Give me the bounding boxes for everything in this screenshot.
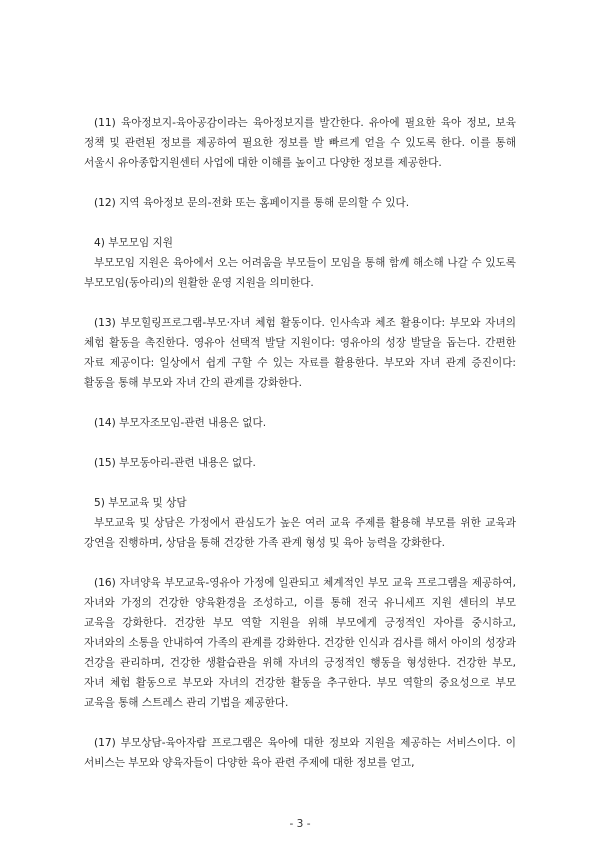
section-4-body: 부모모임 지원은 육아에서 오는 어려움을 부모들이 모임을 통해 함께 해소해 나갈 수 있도록 부모모임(동아리)의 원활한 운영 지원을 의미한다. [84, 257, 516, 289]
paragraph-16: (16) 자녀양육 부모교육-영유아 가정에 일관되고 체계적인 부모 교육 프로그램을 제공하여, 자녀와 가정의 건강한 양육환경을 조성하고, 이를 통해 전국 유니세프 지원 센터의 부모 교육을 강화한다. 건강한 부모 역할 지원을 위해 부모에게 긍정적인 자아를 중시하고, 자녀와의 소통을 안내하여 가족의 관계를 강화한다. 건강한 인식과 검사를 해서 아이의 성장과 건강을 관리하며, 건강한 생활습관을 위해 자녀의 긍정적인 행동을 형성한다. 건강한 부모, 자녀 체험 활동으로 부모와 자녀의 건강한 활동을 추구한다. 부모 역할의 중요성으로 부모 교육을 통해 스트레스 관리 기법을 제공한다. [84, 577, 516, 709]
section-5-body: 부모교육 및 상담은 가정에서 관심도가 높은 여러 교육 주제를 활용해 부모를 위한 교육과 강연을 진행하며, 상담을 통해 건강한 가족 관계 형성 및 육아 능력을 강화한다. [84, 517, 516, 549]
section-heading-5: 5) 부모교육 및 상담 [94, 497, 187, 509]
document-body [84, 113, 516, 773]
paragraph-14: (14) 부모자조모임-관련 내용은 없다. [94, 417, 267, 429]
paragraph-15: (15) 부모동아리-관련 내용은 없다. [94, 457, 256, 469]
paragraph-17: (17) 부모상담-육아자람 프로그램은 육아에 대한 정보와 지원을 제공하는 서비스이다. 이 서비스는 부모와 양육자들이 다양한 육아 관련 주제에 대한 정보를 얻고, [84, 737, 516, 769]
page-number: - 3 - [289, 818, 311, 830]
paragraph-13: (13) 부모힐링프로그램-부모·자녀 체험 활동이다. 인사속과 체조 활용이다: 부모와 자녀의 체험 활동을 촉진한다. 영유아 선택적 발달 지원이다: 영유아의 성장 발달을 돕는다. 간편한 자료 제공이다: 일상에서 쉽게 구할 수 있는 자료를 활용한다. 부모와 자녀 관계 증진이다: 활동을 통해 부모와 자녀 간의 관계를 강화한다. [84, 317, 516, 389]
paragraph-11: (11) 육아정보지-육아공감이라는 육아정보지를 발간한다. 유아에 필요한 육아 정보, 보육 정책 및 관련된 정보를 제공하여 필요한 정보를 발 빠르게 얻을 수 있도록 한다. 이를 통해 서울시 유아종합지원센터 사업에 대한 이해를 높이고 다양한 정보를 제공한다. [84, 117, 516, 169]
paragraph-12: (12) 지역 육아정보 문의-전화 또는 홈페이지를 통해 문의할 수 있다. [94, 197, 410, 209]
section-heading-4: 4) 부모모임 지원 [94, 237, 174, 249]
